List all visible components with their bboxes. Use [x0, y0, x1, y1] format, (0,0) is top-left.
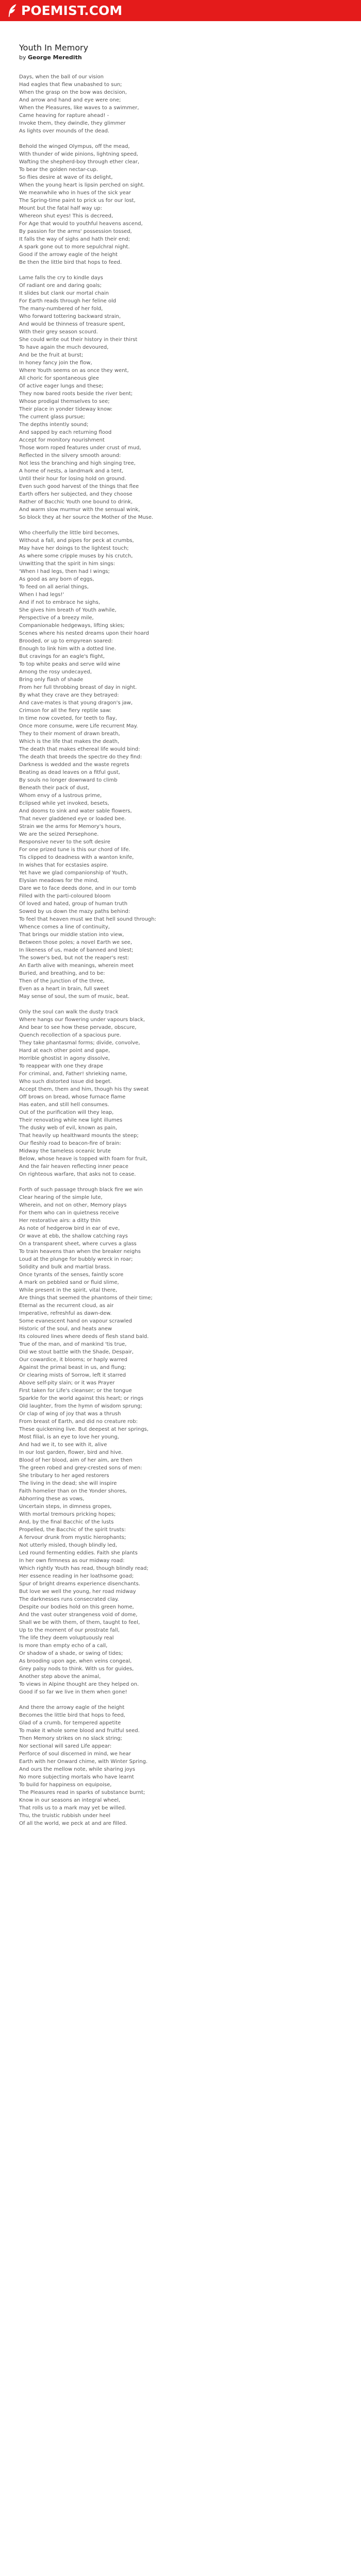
poem-stanza — [19, 1008, 349, 1178]
poem-line: The green robed and grey-crested sons of men: — [19, 1465, 142, 1471]
poem-line: Rather of Bacchic Youth one bound to drink, — [19, 499, 133, 505]
poem-line: True of the man, and of mankind 'tis true, — [19, 1342, 127, 1347]
poem-line: Faith homelier than on the Yonder shores, — [19, 1488, 127, 1494]
site-logo[interactable] — [7, 4, 122, 18]
poem-line: Propelled, the Bacchic of the spirit trusts: — [19, 1527, 126, 1533]
poem-line: Accept for monitory nourishment — [19, 437, 105, 443]
poem-title: Youth In Memory — [19, 43, 89, 53]
poem-line: Then Memory strikes on no slack string; — [19, 1736, 122, 1741]
poem-line: Or shadow of a shade, or swing of tides; — [19, 1651, 123, 1656]
poem-line: Reflected in the silvery smooth around: — [19, 453, 121, 459]
poem-line: As good as any born of eggs, — [19, 577, 94, 582]
poem-line: Horrible ghostist in agony dissolve, — [19, 1056, 110, 1061]
poem-line: She tributary to her aged restorers — [19, 1473, 109, 1479]
poem-line: Has eaten, and still hell consumes. — [19, 1102, 109, 1108]
poem-line: On a transparent sheet, where curves a glass — [19, 1241, 137, 1247]
poem-line: And cave-mates is that young dragon's jaw, — [19, 700, 133, 706]
poem-line: Sparkle for the world against this heart; or rings — [19, 1396, 143, 1401]
poem-line: Came heaving for rapture ahead! - — [19, 113, 109, 118]
poem-line: Eclipsed while yet invoked, besets, — [19, 801, 109, 806]
poem-line: And dooms to sink and water sable flowers, — [19, 808, 132, 814]
poem-stanza — [19, 529, 349, 1001]
poem-line: In likeness of us, made of banned and blest; — [19, 947, 134, 953]
poem-line: Buried, and breathing, and to be: — [19, 971, 105, 976]
poem-line: The current glass pursue; — [19, 414, 85, 420]
poem-line: Who such distorted issue did beget. — [19, 1079, 112, 1084]
poem-line: Strain we the arms for Memory's hours, — [19, 824, 122, 829]
poem-line: Not less the branching and high singing tree, — [19, 461, 136, 466]
poem-line: Most filial, is an eye to love her young, — [19, 1434, 119, 1440]
poem-line: And, by the final Bacchic of the lusts — [19, 1519, 114, 1525]
poem-line: Brooded, or up to empyrean soared: — [19, 638, 113, 644]
poem-line: A home of nests, a landmark and a tent, — [19, 468, 124, 474]
poem-line: And the fair heaven reflecting inner peace — [19, 1164, 128, 1170]
poem-line: Quench recollection of a spacious pure. — [19, 1032, 121, 1038]
poem-line: Is more than empty echo of a call, — [19, 1643, 108, 1649]
poem-line: Solidity and bulk and martial brass. — [19, 1264, 111, 1270]
poem-line: By passion for the arms' possession tossed, — [19, 229, 132, 234]
poem-line: Darkness is wedded and the waste regrets — [19, 762, 129, 768]
poem-line: Bring only flash of shade — [19, 677, 84, 683]
poem-line: Below, whose heave is topped with foam for fruit, — [19, 1156, 147, 1162]
poem-line: Days, when the ball of our vision — [19, 74, 104, 80]
poem-line: Only the soul can walk the dusty track — [19, 1009, 119, 1015]
poem-line: Becomes the little bird that hops to feed, — [19, 1713, 125, 1718]
poem-body — [19, 73, 349, 1827]
poem-line: She could write out their history in their thirst — [19, 337, 138, 343]
poem-line: Those worn roped features under crust of mud, — [19, 445, 141, 451]
poem-line: They to their moment of drawn breath, — [19, 731, 120, 737]
poem-line: May sense of soul, the sum of music, beat. — [19, 994, 130, 999]
poem-line: Earth offers her subjected, and they choose — [19, 492, 133, 497]
poem-line: Shall we be with them, of them, taught to feel, — [19, 1620, 140, 1625]
poem-line: Abhorring these as vows, — [19, 1496, 85, 1502]
poem-line: Old laughter, from the hymn of wisdom sprung; — [19, 1403, 142, 1409]
quill-icon — [7, 4, 18, 18]
poem-line: First taken for Life's cleanser; or the tongue — [19, 1388, 132, 1394]
poem-line: And if not to embrace he sighs, — [19, 600, 100, 605]
poem-line: Of active eager lungs and these; — [19, 383, 104, 389]
poem-line: It slides but clank our mortal chain — [19, 291, 109, 296]
poem-line: Spur of bright dreams experience disenchants. — [19, 1581, 140, 1587]
poem-line: We meanwhile who in hues of the sick year — [19, 190, 131, 196]
poem-line: Of loved and hated, group of human truth — [19, 901, 128, 907]
poem-line: Once more consume, were Life recurrent May. — [19, 723, 138, 729]
poem-line: To train heavens than when the breaker neighs — [19, 1249, 141, 1255]
poem-line: The Spring-time paint to prick us for our lost, — [19, 198, 136, 204]
poem-line: Lame falls the cry to kindle days — [19, 275, 103, 281]
poem-line: To build for happiness on equipoise, — [19, 1782, 112, 1788]
poem-line: As note of hedgerow bird in ear of eve, — [19, 1226, 120, 1231]
poem-line: A mark on pebbled sand or fluid slime, — [19, 1280, 119, 1285]
poem-line: As brooding upon age, when veins congeal, — [19, 1658, 132, 1664]
poem-line: Accept them, them and him, though his thy sweat — [19, 1087, 149, 1092]
poem-line: Above self-pity slain; or it was Prayer — [19, 1380, 115, 1386]
poem-line: Then of the junction of the three, — [19, 978, 105, 984]
poem-line: Uncertain steps, in dimness gropes, — [19, 1504, 112, 1510]
poem-stanza — [19, 1186, 349, 1696]
poem-line: With mortal tremours pricking hopes; — [19, 1512, 116, 1517]
poem-line: Be then the little bird that hops to feed. — [19, 260, 122, 265]
poem-line: When the Pleasures, like waves to a swimmer, — [19, 105, 139, 111]
poem-line: Beneath their pack of dust, — [19, 785, 90, 791]
poem-line: It falls the way of sighs and hath their end; — [19, 236, 130, 242]
poem-line: Who cheerfully the little bird becomes, — [19, 530, 120, 536]
poem-line: The life they deem voluptuously real — [19, 1635, 114, 1641]
poem-line: On righteous warfare, that asks not to cease. — [19, 1172, 136, 1177]
poem-line: That brings our middle station into view, — [19, 932, 124, 938]
poem-line: Even as a heart in brain, full sweet — [19, 986, 109, 992]
poem-line: Whence comes a line of continuity, — [19, 924, 110, 930]
poem-line: The darknesses runs consecrated clay. — [19, 1597, 119, 1602]
poem-line: In her own firmness as our midway road: — [19, 1558, 125, 1564]
poem-line: And would be thinness of treasure spent, — [19, 321, 125, 327]
poem-line: Hard at each other point and gape, — [19, 1048, 110, 1054]
poem-line: Sowed by us down the mazy paths behind: — [19, 909, 130, 914]
poem-line: Forth of such passage through black fire we win — [19, 1187, 143, 1193]
poem-line: So block they at her source the Mother of the Muse. — [19, 515, 154, 520]
poem-line: Where Youth seems on as once they went, — [19, 368, 129, 374]
poem-line: Her restorative airs: a ditty thin — [19, 1218, 101, 1224]
poem-line: By what they crave are they betrayed: — [19, 692, 119, 698]
poem-line: Which rightly Youth has read, though blindly read; — [19, 1566, 149, 1571]
poem-line: Nor sectional will sared Life appear: — [19, 1743, 112, 1749]
poem-line: No more subjecting mortals who have learnt — [19, 1774, 134, 1780]
poem-line: Clear hearing of the simple lute, — [19, 1195, 103, 1200]
poem-line: To make it whole some blood and fruitful seed. — [19, 1728, 140, 1734]
poem-line: Without a fall, and pipes for peck at crumbs, — [19, 538, 134, 544]
poem-line: Off brows on bread, whose furnace flame — [19, 1094, 126, 1100]
poem-line: Grey palsy nods to think. With us for guides, — [19, 1666, 134, 1672]
poem-line: With their grey season scourd. — [19, 329, 98, 335]
poem-line: Enough to link him with a dotted line. — [19, 646, 117, 652]
poem-line: And the vast outer strangeness void of dome, — [19, 1612, 138, 1618]
poem-line: To views in Alpine thought are they helped on. — [19, 1682, 139, 1687]
poem-line: 'When I had legs, then had I wings; — [19, 569, 110, 574]
poem-line: They now bared roots beside the river bent; — [19, 391, 133, 397]
poem-line: The depths intently sound; — [19, 422, 89, 428]
poem-line: Out of the purification will they leap, — [19, 1110, 114, 1115]
poem-line: That rolls us to a mark may yet be willed. — [19, 1805, 126, 1811]
poem-line: For one prized tune is this our chord of life. — [19, 847, 130, 853]
poem-line: But cravings for an eagle's flight, — [19, 654, 105, 659]
poem-line: To bear the golden nectar-cup. — [19, 167, 98, 173]
poem-line: The death that breeds the spectre do they find: — [19, 754, 142, 760]
poem-line: She gives him breath of Youth awhile, — [19, 607, 117, 613]
poem-line: As lights over mounds of the dead. — [19, 128, 110, 134]
poem-line: Good if the arrowy eagle of the height — [19, 252, 118, 258]
poem-line: In time now coveted, for teeth to flay, — [19, 716, 117, 721]
poem-line: Our fleshly road to beacon-fire of brain: — [19, 1141, 121, 1146]
poem-line: To top white peaks and serve wild wine — [19, 662, 121, 667]
poem-line: Where hangs our flowering under vapours black, — [19, 1017, 145, 1023]
poem-line: Their renovating while new light illumes — [19, 1117, 123, 1123]
poem-line: Wafting the shepherd-boy through ether clear, — [19, 159, 140, 165]
author-prefix: by — [19, 54, 28, 61]
poem-line: Whose prodigal themselves to see; — [19, 399, 110, 404]
poem-line: Invoke them, they dwindle, they glimmer — [19, 121, 126, 126]
poem-line: From breast of Earth, and did no creature rob: — [19, 1419, 138, 1425]
poem-line: And had we it, to see with it, alive — [19, 1442, 107, 1448]
poem-line: And bear to see how these pervade, obscure, — [19, 1025, 137, 1030]
poem-line: Crimson for all the fiery reptile saw: — [19, 708, 112, 714]
poem-line: A fervour drunk from mystic hierophants; — [19, 1535, 126, 1540]
poem-line: The death that makes ethereal life would bind: — [19, 747, 140, 752]
poem-line: Which is the life that makes the death, — [19, 739, 120, 744]
poem-line: A spark gone out to more sepulchral night. — [19, 244, 130, 250]
poem-line: When I had legs!' — [19, 592, 64, 598]
poem-line: For Age that would to youthful heavens ascend, — [19, 221, 143, 227]
poem-stanza — [19, 1704, 349, 1827]
poem-line: Of all the world, we peck at and are filled. — [19, 1821, 127, 1826]
site-logo-text: POEMIST.COM — [21, 3, 123, 18]
poem-line: Eternal as the recurrent cloud, as air — [19, 1303, 114, 1309]
poem-line: To feel that heaven must we that hell sound through: — [19, 917, 156, 922]
poem-line: Good if so far we live in them when gone! — [19, 1689, 127, 1695]
poem-line: The sower's bed, but not the reaper's rest: — [19, 955, 129, 961]
poem-line: From her full throbbing breast of day in night. — [19, 685, 137, 690]
poem-line: We are the seized Persephone. — [19, 832, 99, 837]
poem-line: Mount but the fatal half way up: — [19, 206, 102, 211]
poem-line: Among the rosy undecayed, — [19, 669, 92, 675]
poem-line: In honey fancy join the flow, — [19, 360, 92, 366]
poem-line: To have again the much devoured, — [19, 345, 109, 350]
poem-line: Scenes where his nested dreams upon their hoard — [19, 631, 149, 636]
poem-line: Blood of her blood, aim of her aim, are then — [19, 1458, 133, 1463]
poem-author — [19, 54, 349, 62]
poem-line: Who forward tottering backward strain, — [19, 314, 121, 319]
poem-line: Imperative, refreshful as dawn-dew. — [19, 1311, 112, 1316]
poem-line: Loud at the plunge for bubbly wreck in roar; — [19, 1257, 133, 1262]
poem-line: Perspective of a breezy mile, — [19, 615, 94, 621]
poem-line: The living in the dead; she will inspire — [19, 1481, 117, 1486]
poem-line: When the grasp on the bow was decision, — [19, 90, 127, 95]
poem-line: And be the fruit at burst; — [19, 352, 84, 358]
poem-line: An Earth alive with meanings, wherein meet — [19, 963, 134, 969]
poem-line: Of radiant ore and daring goals; — [19, 283, 102, 289]
poem-line: Our cowardice, it blooms; or haply warred — [19, 1357, 127, 1363]
poem-line: And ours the mellow note, while sharing joys — [19, 1767, 135, 1772]
poem-line: Another step above the animal, — [19, 1674, 101, 1680]
poem-line: Its coloured lines where deeds of flesh stand bald. — [19, 1334, 149, 1340]
poem-line: Thu, the truistic rubbish under heel — [19, 1813, 111, 1819]
poem-line: The Pleasures read in sparks of substance burnt; — [19, 1790, 145, 1795]
poem-line: Responsive never to the soft desire — [19, 839, 110, 845]
poem-line: To reappear with one they drape — [19, 1063, 103, 1069]
poem-line: Wherein, and not on other, Memory plays — [19, 1202, 127, 1208]
poem-line: Dare we to face deeds done, and in our tomb — [19, 886, 137, 891]
poem-line: When the young heart is lipsin perched on sight. — [19, 182, 145, 188]
poem-line: May have her doings to the lightest touch; — [19, 546, 129, 551]
poem-line: Midway the tameless oceanic brute — [19, 1148, 111, 1154]
site-header — [0, 0, 361, 21]
poem-line: Some evanescent hand on vapour scrawled — [19, 1318, 133, 1324]
poem-line: To feed on all aerial things, — [19, 584, 89, 590]
poem-line: While present in the spirit, vital there, — [19, 1287, 118, 1293]
poem-line: By souls no longer downward to climb — [19, 777, 118, 783]
poem-line: That never gladdened eye or loaded bee. — [19, 816, 126, 822]
poem-line: And sapped by each returning flood — [19, 430, 112, 435]
poem-line: And arrow and hand and eye were one; — [19, 97, 121, 103]
poem-stanza — [19, 274, 349, 521]
poem-line: Until their hour for losing hold on ground. — [19, 476, 126, 482]
poem-line: Once tyrants of the senses, faintly score — [19, 1272, 124, 1278]
poem-line: Led round fermenting eddies. Faith she plants — [19, 1550, 138, 1556]
poem-line: Did we stout battle with the Shade, Despair, — [19, 1349, 134, 1355]
poem-stanza — [19, 73, 349, 135]
poem-line: That heavily up healthward mounts the steep; — [19, 1133, 139, 1139]
poem-line: Are things that seemed the phantoms of their time; — [19, 1295, 153, 1301]
poem-line: Tis clipped to deadness with a wanton knife, — [19, 855, 134, 860]
poem-line: Despite our bodies hold on this green home, — [19, 1604, 134, 1610]
poem-line: So flies desire at wave of its delight, — [19, 175, 113, 180]
poem-line: Her essence reading in her loathsome goad; — [19, 1573, 134, 1579]
poem-line: For them who can in quietness receive — [19, 1210, 119, 1216]
poem-line: Even such good harvest of the things that flee — [19, 484, 139, 489]
poem-container — [19, 43, 349, 1835]
poem-line: Behold the winged Olympus, off the mead, — [19, 144, 130, 149]
poem-line: Against the primal beast in us, and flung; — [19, 1365, 126, 1370]
poem-line: These quickening live. But deepest at her springs, — [19, 1427, 149, 1432]
poem-line: Beating as dead leaves on a fitful gust, — [19, 770, 120, 775]
poem-line: The dusky web of evil, known as pain, — [19, 1125, 118, 1131]
poem-line: Whom envy of a lustrous prime, — [19, 793, 102, 799]
poem-line: Up to the moment of our prostrate fall, — [19, 1628, 120, 1633]
poem-line: Not utterly misled, though blindly led, — [19, 1543, 117, 1548]
poem-line: Had eagles that flew unabashed to sun; — [19, 82, 122, 88]
poem-line: And there the arrowy eagle of the height — [19, 1705, 125, 1710]
poem-line: Unwitting that the spirit in him sings: — [19, 561, 116, 567]
poem-line: Know in our seasons an integral wheel, — [19, 1798, 121, 1803]
poem-line: Filled with the parti-coloured bloom — [19, 893, 111, 899]
poem-line: Elysian meadows for the mind, — [19, 878, 99, 884]
poem-line: In our lost garden, flower, bird and hive. — [19, 1450, 123, 1455]
poem-line: As where some cripple muses by his crutch, — [19, 553, 133, 559]
poem-line: But love we well the young, her road midway — [19, 1589, 136, 1595]
poem-line: For criminal, and, Father! shrieking name, — [19, 1071, 127, 1077]
poem-line: Whereon shut eyes! This is decreed, — [19, 213, 113, 219]
poem-line: With thunder of wide pinions, lightning speed, — [19, 151, 138, 157]
poem-line: Yet have we glad companionship of Youth, — [19, 870, 128, 876]
poem-line: Earth with her Onward chime, with Winter Spring. — [19, 1759, 148, 1765]
poem-line: And warm slow murmur with the sensual wink, — [19, 507, 140, 513]
poem-line: Historic of the soul, and heats anew — [19, 1326, 112, 1332]
poem-line: They take phantasmal forms; divide, convolve, — [19, 1040, 140, 1046]
poem-line: Or clearing mists of Sorrow, left it starred — [19, 1372, 126, 1378]
poem-line: All choric for spontaneous glee — [19, 376, 99, 381]
poem-line: In wishes that for ecstasies aspire. — [19, 862, 109, 868]
poem-line: Glad of a crumb, for tempered appetite — [19, 1720, 121, 1726]
poem-stanza — [19, 143, 349, 266]
poem-line: Or wave at ebb, the shallow catching rays — [19, 1233, 128, 1239]
poem-line: Companionable hedgeways, lifting skies; — [19, 623, 125, 629]
poem-line: For Earth reads through her feline old — [19, 298, 117, 304]
author-name[interactable]: George Meredith — [28, 54, 82, 61]
poem-line: Perforce of soul discerned in mind, we hear — [19, 1751, 131, 1757]
poem-line: Between those poles; a novel Earth we see, — [19, 940, 132, 945]
poem-line: Or clap of wing of joy that was a thrush — [19, 1411, 121, 1417]
poem-line: Their place in yonder tideway know: — [19, 406, 113, 412]
poem-line: The many-numbered of her fold, — [19, 306, 103, 312]
